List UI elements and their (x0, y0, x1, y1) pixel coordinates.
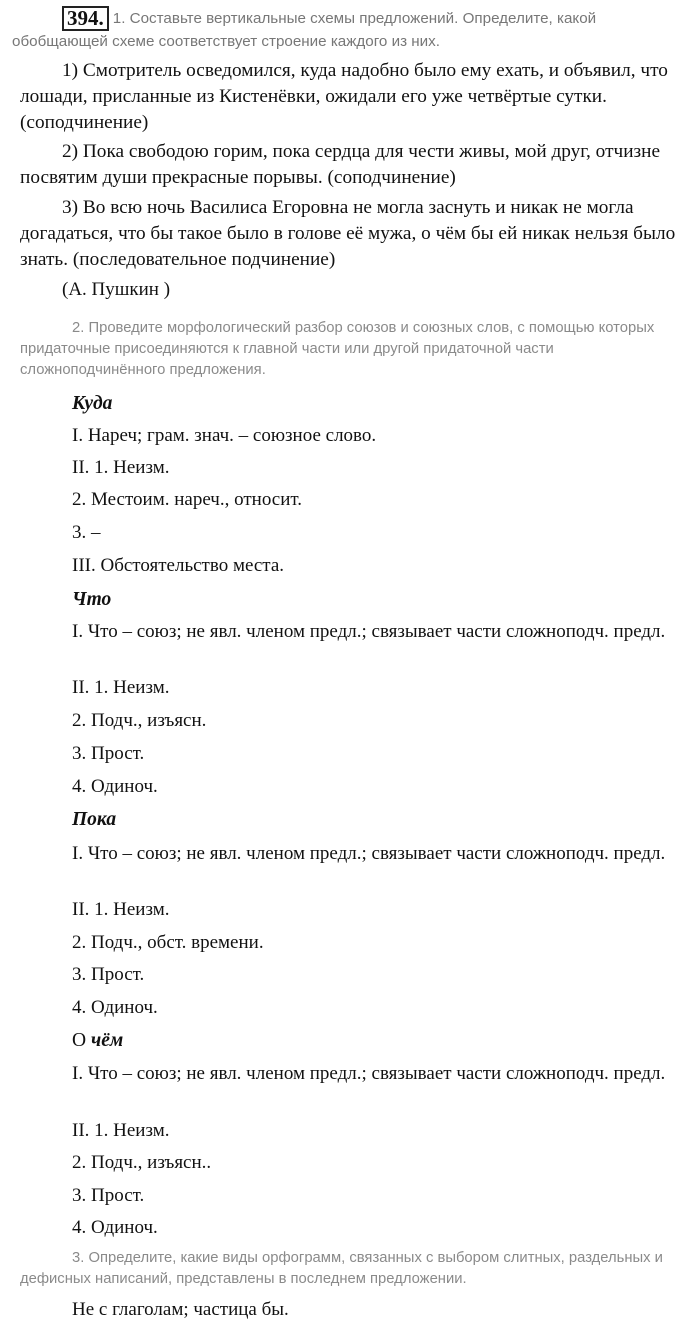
task-3-answer: Не с глаголам; частица бы. (72, 1299, 289, 1320)
analysis-heading-kuda (72, 392, 112, 416)
analysis-line: I. Что – союз; не явл. членом предл.; связывает части сложноподч. предл. (72, 1063, 666, 1084)
analysis-line: I. Что – союз; не явл. членом предл.; связывает части сложноподч. предл. (72, 843, 666, 864)
task-3-instruction: 3. Определите, какие виды орфограмм, связанных с выбором слитных, раздельных и дефисных написаний, представлены в последнем предложении. (20, 1250, 663, 1287)
analysis-heading-word: Пока (72, 809, 117, 830)
analysis-heading-prefix: О (72, 1030, 91, 1051)
analysis-line: 2. Подч., обст. времени. (72, 932, 264, 953)
analysis-heading-o-chyom (72, 1029, 123, 1053)
analysis-heading-chto (72, 588, 111, 612)
author-attribution: (А. Пушкин ) (62, 279, 171, 300)
analysis-heading-poka (72, 808, 116, 832)
analysis-line: III. Обстоятельство места. (72, 555, 285, 576)
sentence-1: 1) Смотритель осведомился, куда надобно было ему ехать, и объявил, что лошади, присланные из Кистенёвки, ожидали его уже четвёртые сутки. (соподчинение) (20, 60, 668, 133)
analysis-line: 4. Одиноч. (72, 997, 158, 1018)
task-1-header (12, 6, 696, 53)
sentence-3: 3) Во всю ночь Василиса Егоровна не могла заснуть и никак не могла догадаться, что бы такое было в голове её мужа, о чём бы ей никак нельзя было знать. (последовательное подчинение) (20, 197, 676, 270)
analysis-heading-word: чём (90, 1030, 124, 1051)
analysis-line: 3. – (72, 522, 101, 543)
analysis-line: 3. Прост. (72, 964, 145, 985)
analysis-line: II. 1. Неизм. (72, 899, 170, 920)
analysis-heading-word: Куда (72, 393, 113, 414)
task-number-badge: 394. (62, 6, 109, 31)
analysis-line: I. Что – союз; не явл. членом предл.; связывает части сложноподч. предл. (72, 621, 666, 642)
analysis-line: 3. Прост. (72, 743, 145, 764)
analysis-line: 2. Местоим. нареч., относит. (72, 489, 303, 510)
analysis-line: 3. Прост. (72, 1185, 145, 1206)
analysis-line: 2. Подч., изъясн.. (72, 1152, 212, 1173)
analysis-line: 4. Одиноч. (72, 1217, 158, 1238)
analysis-line: I. Нареч; грам. знач. – союзное слово. (72, 425, 377, 446)
task-1-instruction: 1. Составьте вертикальные схемы предложений. Определите, какой обобщающей схеме соответствует строение каждого из них. (12, 10, 597, 50)
analysis-heading-word: Что (72, 589, 112, 610)
analysis-line: II. 1. Неизм. (72, 457, 170, 478)
sentence-2: 2) Пока свободою горим, пока сердца для чести живы, мой друг, отчизне посвятим души прекрасные порывы. (соподчинение) (20, 141, 660, 188)
analysis-line: 2. Подч., изъясн. (72, 710, 207, 731)
analysis-line: II. 1. Неизм. (72, 677, 170, 698)
analysis-line: 4. Одиноч. (72, 776, 158, 797)
task-2-instruction: 2. Проведите морфологический разбор союзов и союзных слов, с помощью которых придаточные присоединяются к главной части или другой придаточной части сложноподчинённого предложения. (20, 320, 655, 378)
analysis-line: II. 1. Неизм. (72, 1120, 170, 1141)
